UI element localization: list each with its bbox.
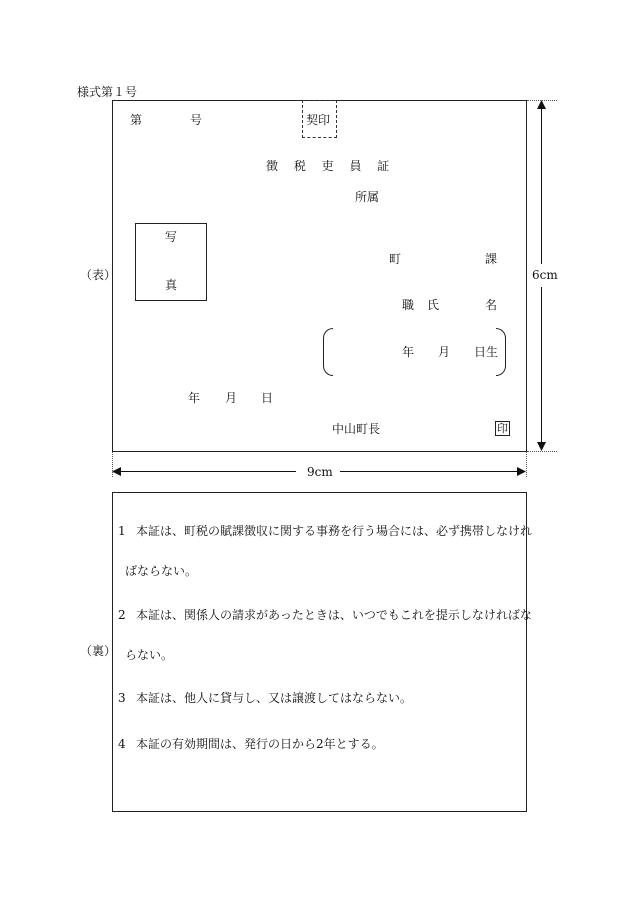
issue-year-label: 年 xyxy=(188,391,201,405)
item-number: 4 xyxy=(118,737,126,751)
position-label: 職 xyxy=(402,298,415,312)
affiliation-label: 所属 xyxy=(355,190,380,204)
height-dim-line-upper xyxy=(541,104,542,264)
birth-year-label: 年 xyxy=(402,345,415,359)
front-side-label: （表） xyxy=(80,268,117,282)
birth-month-label: 月 xyxy=(438,345,451,359)
item-number: 3 xyxy=(118,691,126,705)
issue-day-label: 日 xyxy=(261,391,274,405)
item-text: 本証の有効期間は、発行の日から2年とする。 xyxy=(136,737,384,751)
height-dim-arrow-up xyxy=(535,100,548,110)
height-dimension: 6cm xyxy=(532,268,558,282)
item-text: 本証は、関係人の請求があったときは、いつでもこれを提示しなければな xyxy=(136,608,532,622)
left-parenthesis xyxy=(323,328,333,376)
width-dim-line-right xyxy=(340,471,520,472)
width-dim-arrow-right xyxy=(517,466,527,477)
item-text-continued: ばならない。 xyxy=(125,564,198,578)
name-label: 氏 xyxy=(427,298,440,312)
seal-stamp-label: 契印 xyxy=(306,113,331,127)
height-dim-line-lower xyxy=(541,287,542,447)
width-dim-line-left xyxy=(118,471,296,472)
back-side-label: （裏） xyxy=(80,644,117,658)
town-label: 町 xyxy=(389,252,402,266)
item-number: 1 xyxy=(118,524,126,538)
height-dim-arrow-down xyxy=(535,442,548,452)
issuer-name: 中山町長 xyxy=(332,422,381,436)
issue-month-label: 月 xyxy=(225,391,238,405)
back-card xyxy=(112,492,527,812)
issuer-seal: 印 xyxy=(497,422,508,435)
width-dimension: 9cm xyxy=(307,465,333,479)
photo-label-1: 写 xyxy=(165,230,178,244)
form-number: 様式第１号 xyxy=(77,85,138,99)
item-text: 本証は、他人に貸与し、又は譲渡してはならない。 xyxy=(136,691,413,705)
birth-day-label: 日生 xyxy=(474,345,499,359)
card-title: 徴 税 吏 員 証 xyxy=(266,159,396,173)
item-text-continued: らない。 xyxy=(125,648,174,662)
name-label-2: 名 xyxy=(485,298,498,312)
number-prefix: 第 xyxy=(130,113,143,127)
number-suffix: 号 xyxy=(190,113,203,127)
photo-label-2: 真 xyxy=(165,278,178,292)
section-label: 課 xyxy=(485,252,498,266)
item-text: 本証は、町税の賦課徴収に関する事務を行う場合には、必ず携帯しなけれ xyxy=(136,524,533,538)
item-number: 2 xyxy=(118,608,126,622)
width-dim-arrow-left xyxy=(112,466,122,477)
